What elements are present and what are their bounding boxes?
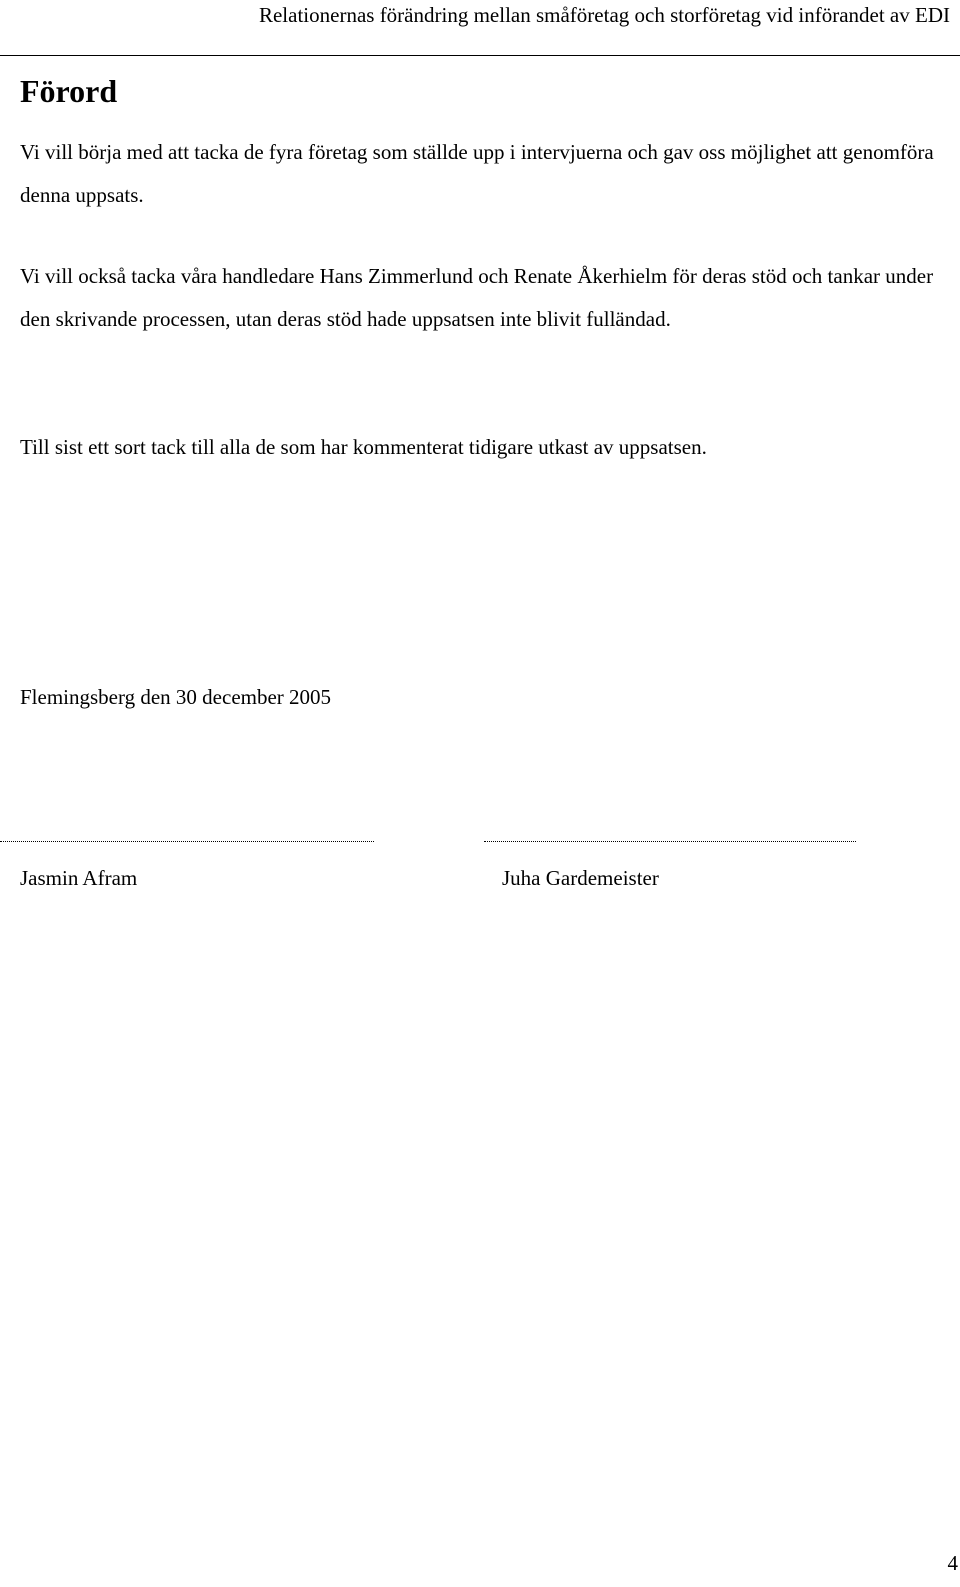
signature-line-2 — [484, 841, 856, 842]
place-and-date: Flemingsberg den 30 december 2005 — [20, 685, 332, 709]
signature-line-1 — [0, 841, 374, 842]
preface-paragraph-1: Vi vill börja med att tacka de fyra företag som ställde upp i intervjuerna och gav oss möjlighet att genomföra denna uppsats. — [20, 140, 934, 207]
signatory-name-1: Jasmin Afram — [20, 866, 138, 890]
section-title: Förord — [20, 73, 118, 109]
signatory-name-2: Juha Gardemeister — [502, 866, 659, 890]
header-divider — [0, 55, 960, 56]
preface-paragraph-2: Vi vill också tacka våra handledare Hans Zimmerlund och Renate Åkerhielm för deras stöd och tankar under den skrivande processen, utan deras stöd hade uppsatsen inte blivit fulländad. — [20, 264, 934, 331]
running-header-title: Relationernas förändring mellan småföretag och storföretag vid införandet av EDI — [258, 3, 950, 27]
page-number: 4 — [947, 1551, 958, 1575]
preface-paragraph-3: Till sist ett sort tack till alla de som har kommenterat tidigare utkast av uppsatsen. — [20, 435, 707, 459]
